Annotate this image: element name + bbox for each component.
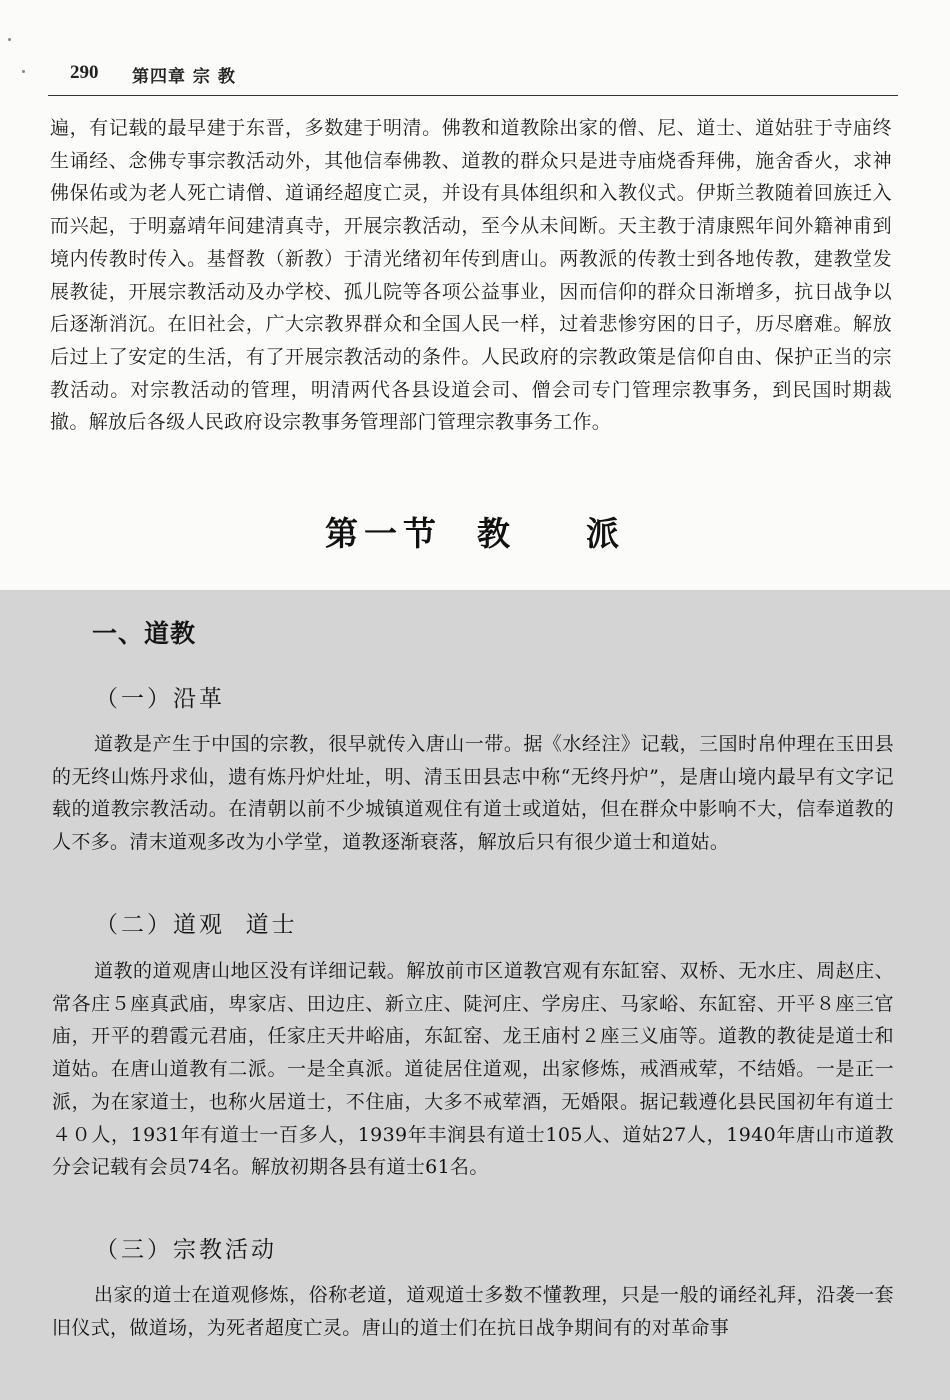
scan-speck [22, 70, 25, 73]
running-header [70, 58, 900, 88]
page-number: 290 [70, 62, 99, 83]
intro-paragraph: 遍，有记载的最早建于东晋，多数建于明清。佛教和道教除出家的僧、尼、道士、道姑驻于寺庙终生诵经、念佛专事宗教活动外，其他信奉佛教、道教的群众只是进寺庙烧香拜佛，施舍香火，求神佛保佑或为老人死亡请僧、道诵经超度亡灵，并设有具体组织和入教仪式。伊斯兰教随着回族迁入而兴起，于明嘉靖年间建清真寺，开展宗教活动，至今从未间断。天主教于清康熙年间外籍神甫到境内传教时传入。基督教（新教）于清光绪初年传到唐山。两教派的传教士到各地传教，建教堂发展教徒，开展宗教活动及办学校、孤儿院等各项公益事业，因而信仰的群众日渐增多，抗日战争以后逐渐消沉。在旧社会，广大宗教界群众和全国人民一样，过着悲惨穷困的日子，历尽磨难。解放后过上了安定的生活，有了开展宗教活动的条件。人民政府的宗教政策是信仰自由、保护正当的宗教活动。对宗教活动的管理，明清两代各县设道会司、僧会司专门管理宗教事务，到民国时期裁撤。解放后各级人民政府设宗教事务管理部门管理宗教事务工作。 [50, 117, 892, 434]
header-divider [48, 95, 898, 96]
paragraph-history: 道教是产生于中国的宗教，很早就传入唐山一带。据《水经注》记载，三国时帛仲理在玉田县的无终山炼丹求仙，遗有炼丹炉灶址，明、清玉田县志中称“无终丹炉”，是唐山境内最早有文字记载的道教宗教活动。在清朝以前不少城镇道观住有道士或道姑，但在群众中影响不大，信奉道教的人不多。清末道观多改为小学堂，道教逐渐衰落，解放后只有很少道士和道姑。 [52, 733, 894, 854]
paragraph-activities: 出家的道士在道观修炼，俗称老道，道观道士多数不懂教理，只是一般的诵经礼拜，沿袭一套旧仪式，做道场，为死者超度亡灵。唐山的道士们在抗日战争期间有的对革命事 [52, 1284, 894, 1339]
subsection-heading-activities: （三）宗教活动 [95, 1237, 277, 1263]
scan-speck [8, 38, 11, 41]
paragraph-temples: 道教的道观唐山地区没有详细记载。解放前市区道教宫观有东缸窑、双桥、无水庄、周赵庄、常各庄５座真武庙，卑家店、田边庄、新立庄、陡河庄、学房庄、马家峪、东缸窑、开平８座三官庙，开平的碧霞元君庙，任家庄天井峪庙，东缸窑、龙王庙村２座三义庙等。道教的教徒是道士和道姑。在唐山道教有二派。一是全真派。道徒居住道观，出家修炼，戒酒戒荤，不结婚。一是正一派，为在家道士，也称火居道士，不住庙，大多不戒荤酒，无婚限。据记载遵化县民国初年有道士４０人，1931年有道士一百多人，1939年丰润县有道士105人、道姑27人，1940年唐山市道教分会记载有会员74名。解放初期各县有道士61名。 [52, 960, 894, 1179]
subsection-heading-history: （一）沿革 [95, 686, 225, 712]
section-title: 第一节 教 派 [325, 514, 625, 553]
chapter-title: 第四章 宗 教 [132, 67, 236, 87]
heading-daoism: 一、道教 [92, 619, 197, 648]
subsection-heading-temples: （二）道观 道士 [95, 912, 298, 938]
